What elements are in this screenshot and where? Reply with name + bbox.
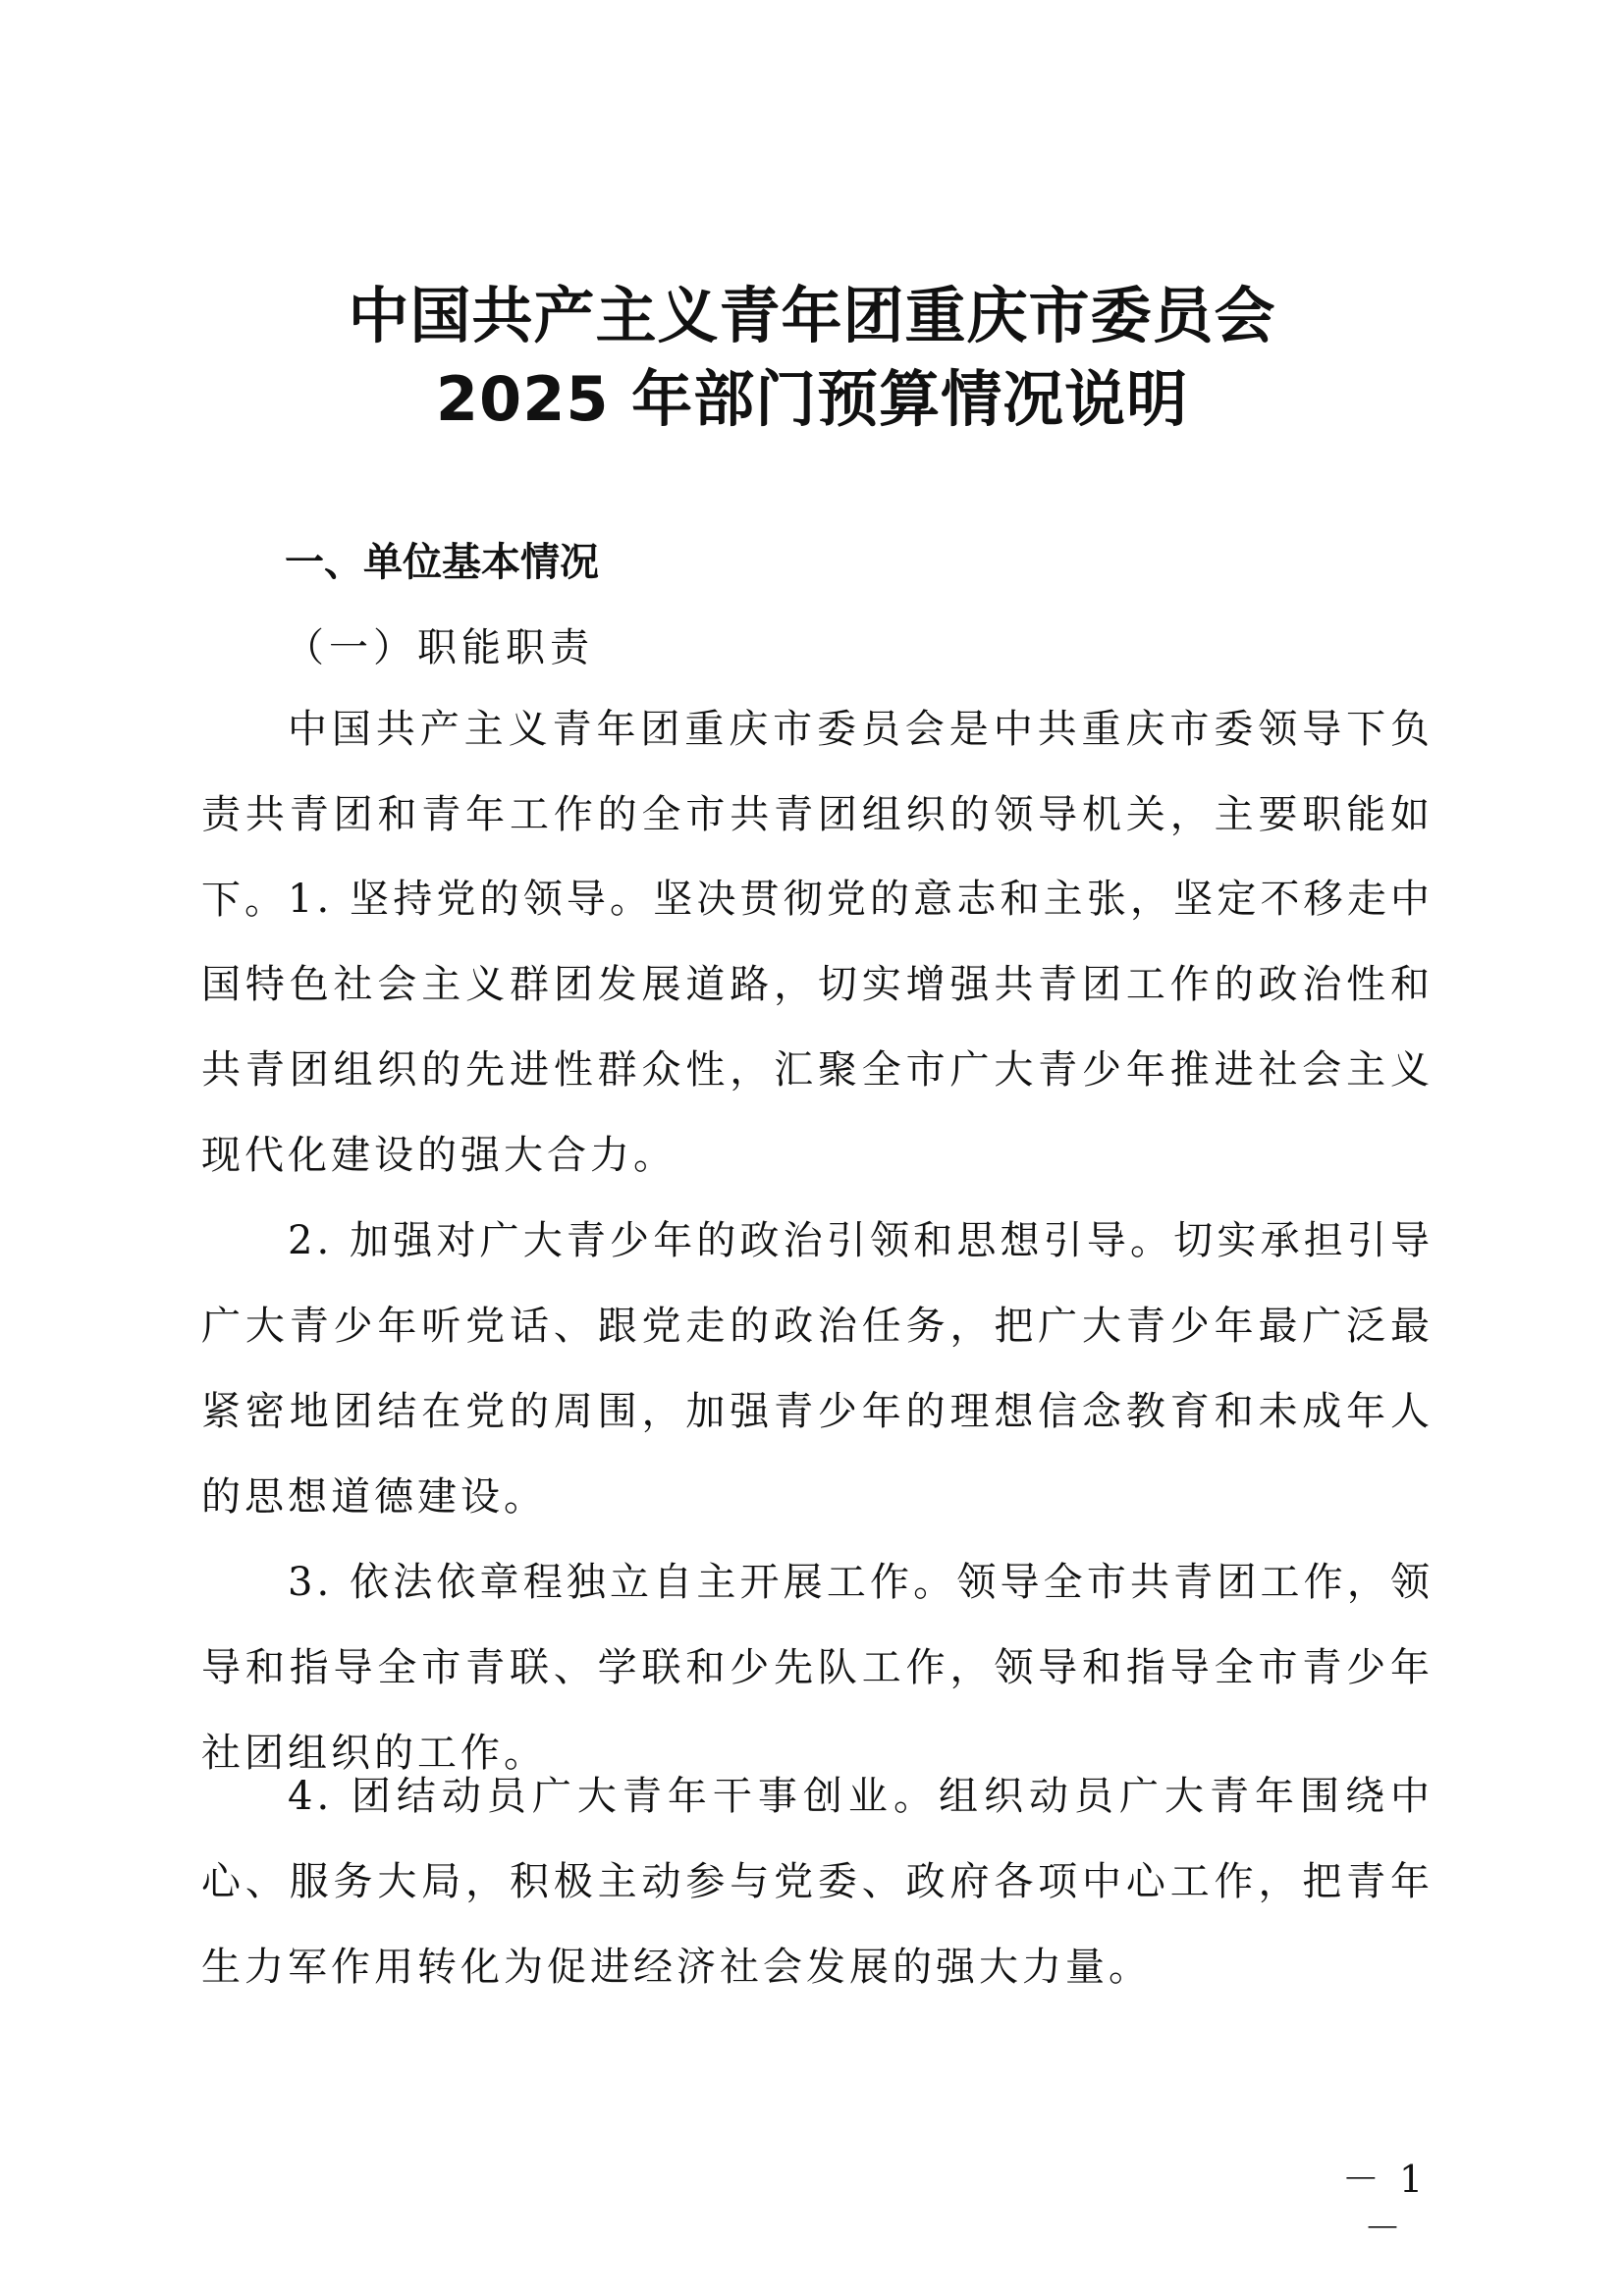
page-number: － 1 －: [1341, 2158, 1428, 2250]
paragraph-duty-3: 3. 依法依章程独立自主开展工作。领导全市共青团工作，领导和指导全市青联、学联和少先队工作，领导和指导全市青少年社团组织的工作。: [201, 1560, 1434, 1776]
section-heading-basic-info: 一、单位基本情况: [285, 540, 599, 585]
document-title-line2: 2025 年部门预算情况说明: [435, 363, 1189, 435]
paragraph-duty-1: 1. 坚持党的领导。坚决贯彻党的意志和主张，坚定不移走中国特色社会主义群团发展道路，切实增强共青团工作的政治性和共青团组织的先进性群众性，汇聚全市广大青少年推进社会主义现代化建设的强大合力。: [201, 877, 1434, 1178]
paragraph-intro: 中国共产主义青年团重庆市委员会是中共重庆市委领导下负责共青团和青年工作的全市共青团组织的领导机关，主要职能如下。: [201, 707, 1434, 923]
paragraph-duty-4: 4. 团结动员广大青年干事创业。组织动员广大青年围绕中心、服务大局，积极主动参与党委、政府各项中心工作，把青年生力军作用转化为促进经济社会发展的强大力量。: [201, 1774, 1434, 1990]
paragraph-duty-2: 2. 加强对广大青少年的政治引领和思想引导。切实承担引导广大青少年听党话、跟党走的政治任务，把广大青少年最广泛最紧密地团结在党的周围，加强青少年的理想信念教育和未成年人的思想道德建设。: [201, 1218, 1434, 1520]
document-title-line1: 中国共产主义青年团重庆市委员会: [348, 280, 1276, 351]
subsection-heading-duties: （一）职能职责: [285, 625, 594, 670]
